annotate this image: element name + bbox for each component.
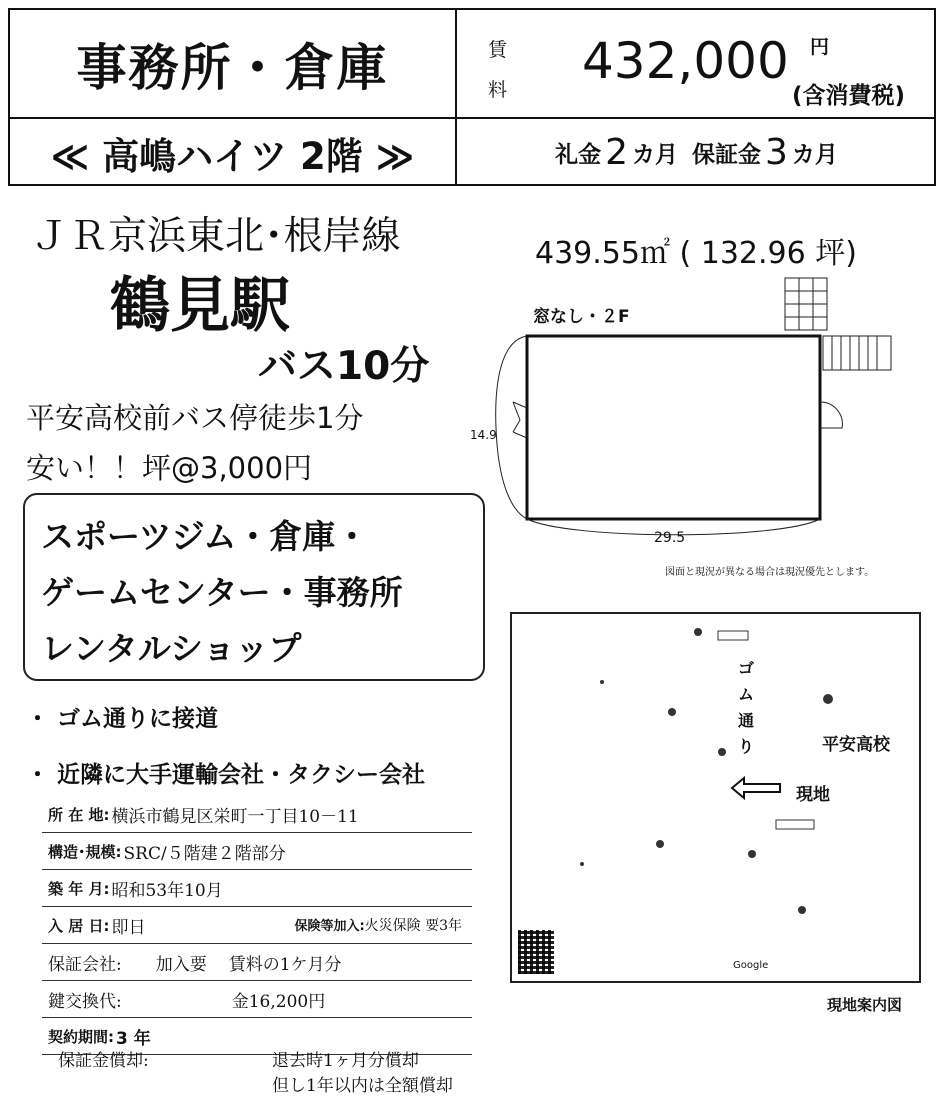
use-line: レンタルショップ <box>41 629 302 668</box>
detail-row-built <box>42 870 472 907</box>
qr-code-icon <box>518 930 554 974</box>
detail-row-key <box>42 981 472 1018</box>
rent-label-bottom: 料 <box>488 79 508 101</box>
room-outline <box>527 336 820 519</box>
insurance-value: 火災保険 要3年 <box>364 918 462 934</box>
deposit-return-line-2: 但し1年以内は全額償却 <box>272 1076 453 1096</box>
feature-bullet: ・ 近隣に大手運輸会社・タクシー会社 <box>26 762 426 788</box>
price-note: 安い！！坪@3,000円 <box>26 451 313 485</box>
uses-box <box>23 493 485 681</box>
plan-disclaimer: 図面と現況が異なる場合は現況優先とします。 <box>665 567 875 578</box>
key-exchange-label: 鍵交換代: <box>48 991 122 1012</box>
height-dimension <box>496 336 527 519</box>
deposit-label: 保証金 <box>692 142 761 168</box>
rent-label-top: 賃 <box>488 39 508 61</box>
train-line: ＪＲ京浜東北･根岸線 <box>30 214 401 259</box>
deposit-return-line-1: 退去時1ヶ月分償却 <box>272 1051 419 1071</box>
google-logo: Google <box>733 960 769 971</box>
stairs-side-icon <box>823 336 891 370</box>
deposit-return-label: 保証金償却: <box>58 1051 149 1071</box>
insurance-label: 保険等加入:火災保険 要3年 <box>294 918 462 934</box>
location-map <box>510 612 921 983</box>
rent-label <box>488 30 518 110</box>
floor-plan-drawing <box>480 270 920 550</box>
door-icon <box>513 402 527 438</box>
structure-label: 構造･規模: <box>48 842 122 861</box>
detail-row-guarantor <box>42 944 472 981</box>
arrow-icon <box>732 778 780 798</box>
movein-label: 入 居 日: <box>48 916 110 935</box>
address-label: 所 在 地: <box>48 805 110 824</box>
header-table <box>8 8 936 186</box>
detail-row-movein <box>42 907 472 944</box>
building-name: ≪ 高嶋ハイツ 2階 ≫ <box>50 134 415 178</box>
current-location-label: 現地 <box>796 785 830 805</box>
details-table <box>42 796 472 1055</box>
floor-area: 439.55㎡ ( 132.96 坪) <box>535 236 857 271</box>
rent-amount: 432,000 <box>582 32 789 90</box>
key-money-value: 2 <box>605 132 628 173</box>
rent-unit: 円 <box>810 36 830 58</box>
guarantor-fee: 賃料の1ケ月分 <box>228 954 342 975</box>
depth-label: 14.9 <box>470 428 497 442</box>
width-label: 29.5 <box>654 530 686 546</box>
walk-time: 平安高校前バス停徒歩1分 <box>26 401 364 435</box>
structure-value: SRC/５階建２階部分 <box>123 843 286 864</box>
feature-bullet: ・ ゴム通りに接道 <box>26 706 219 732</box>
property-type: 事務所・倉庫 <box>76 38 389 97</box>
door-icon <box>820 402 842 428</box>
guarantor-required: 加入要 <box>155 954 207 975</box>
station-name: 鶴見駅 <box>110 271 290 341</box>
guarantor-label: 保証会社: <box>48 954 122 975</box>
school-label: 平安高校 <box>822 735 890 755</box>
stairs-icon <box>785 278 827 330</box>
detail-row-address <box>42 796 472 833</box>
key-exchange-value: 金16,200円 <box>231 991 326 1012</box>
use-line: スポーツジム・倉庫・ <box>41 517 369 556</box>
address-value: 横浜市鶴見区栄町一丁目10－11 <box>111 806 359 827</box>
deposit-value: 3 <box>765 132 788 173</box>
map-markers <box>512 614 919 981</box>
built-label: 築 年 月: <box>48 879 110 898</box>
key-money-label: 礼金 <box>555 142 602 168</box>
key-money-unit: カ月 <box>632 142 678 168</box>
bus-time: バス10分 <box>258 344 430 389</box>
use-line: ゲームセンター・事務所 <box>41 573 403 612</box>
contract-label: 契約期間: <box>48 1027 114 1046</box>
floor-note: 窓なし・２F <box>533 307 630 327</box>
terms <box>457 119 936 186</box>
map-caption: 現地案内図 <box>827 996 903 1014</box>
tax-note: (含消費税) <box>792 83 906 109</box>
built-value: 昭和53年10月 <box>111 880 223 901</box>
deposit-unit: カ月 <box>791 142 838 168</box>
movein-value: 即日 <box>111 917 146 938</box>
detail-row-structure <box>42 833 472 870</box>
street-label: ゴム通り <box>737 659 754 756</box>
contract-value: 3 年 <box>116 1028 151 1049</box>
